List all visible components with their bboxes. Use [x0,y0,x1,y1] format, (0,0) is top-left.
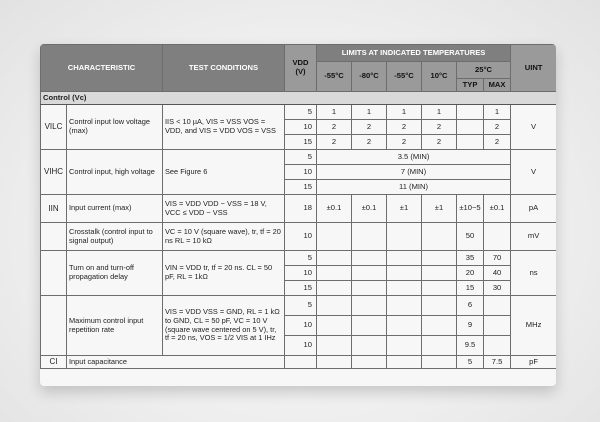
crosstalk-characteristic: Crosstalk (control input to signal output) [67,223,163,251]
vilc-value: 2 [317,135,352,150]
freq-vdd: 5 [285,296,317,316]
crosstalk-unit: mV [511,223,556,251]
vilc-conditions: IIS < 10 µA, VIS = VSS VOS = VDD, and VIS = VDD VOS = VSS [163,105,285,150]
vilc-max: 1 [484,105,511,120]
vihc-vdd: 5 [285,150,317,165]
max-header: MAX [484,79,511,92]
vilc-value: 2 [352,135,387,150]
vihc-characteristic: Control input, high voltage [67,150,163,195]
freq-conditions: VIS = VDD VSS = GND, RL = 1 kΩ to GND, CL = 50 pF, VC = 10 V (square wave centered on 5 V), tr, tf = 20 ns, VOS = 1/2 VIS at 1 IHz [163,296,285,356]
freq-unit: MHz [511,296,556,356]
ci-max: 7.5 [484,356,511,369]
vilc-symbol: VILC [41,105,67,150]
typ-header: TYP [457,79,484,92]
vilc-value: 2 [387,135,422,150]
freq-vdd: 10 [285,316,317,336]
vilc-max: 2 [484,120,511,135]
iin-value: ±1 [387,195,422,223]
iin-vdd: 18 [285,195,317,223]
delay-unit: ns [511,251,556,296]
freq-typ: 9.5 [457,336,484,356]
freq-typ: 6 [457,296,484,316]
test-conditions-header: TEST CONDITIONS [163,45,285,92]
vilc-vdd: 5 [285,105,317,120]
ci-characteristic: Input capacitance [67,356,285,369]
datasheet-table-sheet [40,44,556,386]
ci-typ: 5 [457,356,484,369]
electrical-characteristics-table [40,44,556,369]
iin-typ: ±10−5 [457,195,484,223]
iin-max: ±0.1 [484,195,511,223]
vdd-unit-label: (V) [295,67,306,76]
crosstalk-vdd: 10 [285,223,317,251]
delay-max: 40 [484,266,511,281]
vihc-min-value: 11 (MIN) [317,180,511,195]
vilc-typ [457,120,484,135]
vihc-vdd: 15 [285,180,317,195]
vilc-value: 2 [387,120,422,135]
crosstalk-conditions: VC = 10 V (square wave), tr, tf = 20 ns RL = 10 kΩ [163,223,285,251]
vilc-value: 2 [317,120,352,135]
iin-value: ±0.1 [317,195,352,223]
vilc-typ [457,135,484,150]
vdd-header [285,45,317,92]
vilc-vdd: 15 [285,135,317,150]
ci-unit: pF [511,356,556,369]
iin-characteristic: Input current (max) [67,195,163,223]
temp-col-2: -80°C [352,62,387,92]
delay-vdd: 10 [285,266,317,281]
freq-vdd: 10 [285,336,317,356]
temp-col-1: -55°C [317,62,352,92]
delay-symbol [41,251,67,296]
units-header: UINT [511,45,556,92]
vihc-vdd: 10 [285,165,317,180]
vilc-value: 2 [422,135,457,150]
delay-vdd: 15 [285,281,317,296]
vihc-min-value: 7 (MIN) [317,165,511,180]
section-title: Control (Vc) [41,92,557,105]
iin-conditions: VIS = VDD VDD − VSS = 18 V, VCC ≤ VDD − VSS [163,195,285,223]
vihc-unit: V [511,150,556,195]
vilc-vdd: 10 [285,120,317,135]
vilc-value: 1 [422,105,457,120]
crosstalk-typ: 50 [457,223,484,251]
vilc-max: 2 [484,135,511,150]
freq-symbol [41,296,67,356]
delay-max: 70 [484,251,511,266]
delay-max: 30 [484,281,511,296]
vilc-value: 1 [352,105,387,120]
temp-col-3: -55°C [387,62,422,92]
iin-symbol: IIN [41,195,67,223]
delay-vdd: 5 [285,251,317,266]
freq-characteristic: Maximum control input repetition rate [67,296,163,356]
iin-unit: pA [511,195,556,223]
vihc-symbol: VIHC [41,150,67,195]
delay-conditions: VIN = VDD tr, tf = 20 ns. CL = 50 pF, RL = 1kΩ [163,251,285,296]
crosstalk-symbol [41,223,67,251]
vilc-unit: V [511,105,556,150]
vilc-value: 2 [422,120,457,135]
vdd-label: VDD [292,58,309,68]
iin-value: ±0.1 [352,195,387,223]
delay-typ: 20 [457,266,484,281]
delay-typ: 15 [457,281,484,296]
vilc-value: 1 [317,105,352,120]
temp-25-header: 25°C [457,62,511,79]
vilc-value: 2 [352,120,387,135]
vilc-typ [457,105,484,120]
iin-value: ±1 [422,195,457,223]
ci-symbol: CI [41,356,67,369]
characteristic-header: CHARACTERISTIC [41,45,163,92]
delay-characteristic: Turn on and turn-off propagation delay [67,251,163,296]
freq-typ: 9 [457,316,484,336]
vihc-conditions: See Figure 6 [163,150,285,195]
delay-typ: 35 [457,251,484,266]
vilc-value: 1 [387,105,422,120]
limits-header: LIMITS AT INDICATED TEMPERATURES [317,45,511,62]
vihc-min-value: 3.5 (MIN) [317,150,511,165]
vilc-characteristic: Control input low voltage (max) [67,105,163,150]
temp-col-4: 10°C [422,62,457,92]
